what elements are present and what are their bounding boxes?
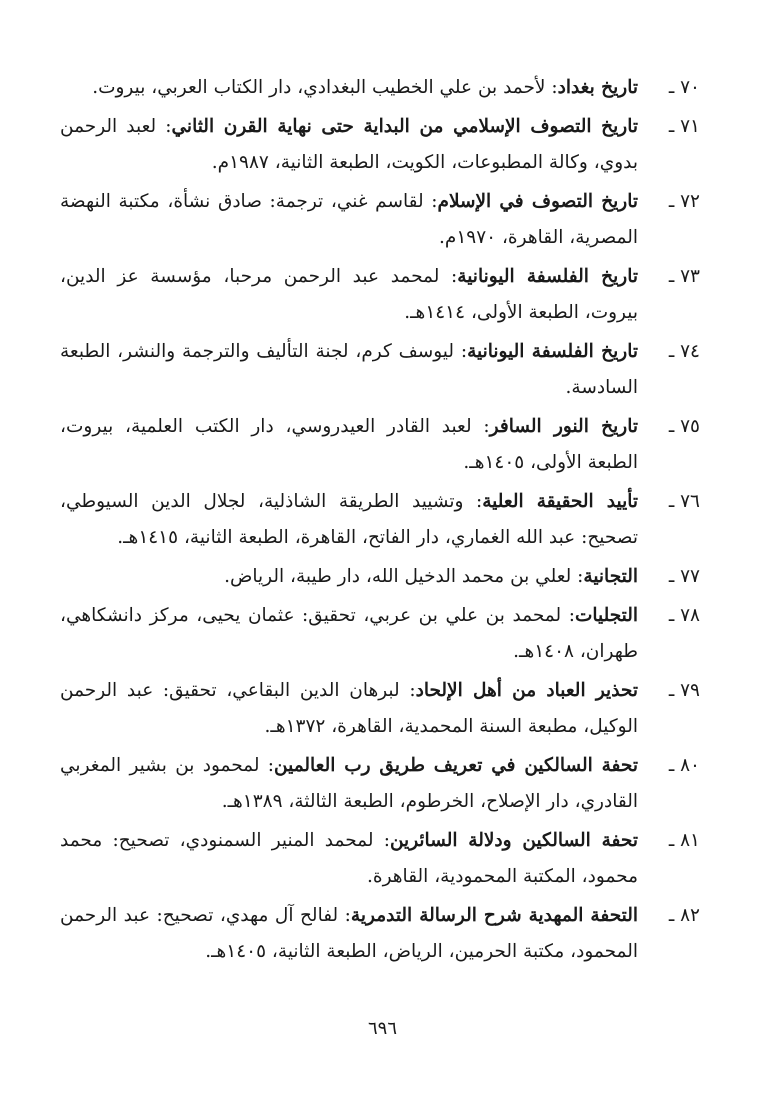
entry-title: التحفة المهدية شرح الرسالة التدمرية bbox=[350, 905, 639, 926]
entry-details: : لأحمد بن علي الخطيب البغدادي، دار الكتاب العربي، بيروت. bbox=[92, 77, 558, 98]
entry-details: : لعبد القادر العيدروسي، دار الكتب العلمية، بيروت، الطبعة الأولى، ١٤٠٥هـ. bbox=[60, 416, 638, 473]
entry-number: ٨٠ ـ bbox=[668, 755, 700, 776]
bibliography-entry-82 bbox=[60, 898, 700, 970]
bibliography-entry-76 bbox=[60, 484, 700, 556]
bibliography-entry-73 bbox=[60, 259, 700, 331]
bibliography-entry-81 bbox=[60, 823, 700, 895]
entry-details: : لمحمود بن بشير المغربي القادري، دار الإصلاح، الخرطوم، الطبعة الثالثة، ١٣٨٩هـ. bbox=[60, 755, 638, 812]
entry-details: : ليوسف كرم، لجنة التأليف والترجمة والنشر، الطبعة السادسة. bbox=[60, 341, 638, 398]
entry-details: : لمحمد المنير السمنودي، تصحيح: محمد محمود، المكتبة المحمودية، القاهرة. bbox=[60, 830, 638, 887]
entry-number: ٧٠ ـ bbox=[668, 77, 700, 98]
bibliography-entry-70 bbox=[60, 70, 700, 106]
entry-details: : لمحمد بن علي بن عربي، تحقيق: عثمان يحيى، مركز دانشكاهي، طهران، ١٤٠٨هـ. bbox=[60, 605, 638, 662]
entry-title: تاريخ الفلسفة اليونانية bbox=[467, 341, 638, 362]
entry-number: ٧٦ ـ bbox=[668, 491, 700, 512]
entry-number: ٨١ ـ bbox=[668, 830, 700, 851]
entry-title: تحفة السالكين ودلالة السائرين bbox=[389, 830, 638, 851]
entry-number: ٧٢ ـ bbox=[668, 191, 700, 212]
entry-number: ٧٨ ـ bbox=[668, 605, 700, 626]
bibliography-entry-71 bbox=[60, 109, 700, 181]
entry-title: تاريخ النور السافر bbox=[489, 416, 638, 437]
bibliography-entry-78 bbox=[60, 598, 700, 670]
entry-title: تاريخ الفلسفة اليونانية bbox=[457, 266, 638, 287]
entry-number: ٧٩ ـ bbox=[668, 680, 700, 701]
entry-title: تاريخ التصوف الإسلامي من البداية حتى نهاية القرن الثاني bbox=[171, 116, 638, 137]
entry-details: : لبرهان الدين البقاعي، تحقيق: عبد الرحمن الوكيل، مطبعة السنة المحمدية، القاهرة، ١٣٧٢هـ. bbox=[60, 680, 638, 737]
entry-title: تأييد الحقيقة العلية bbox=[482, 491, 639, 512]
bibliography-entry-74 bbox=[60, 334, 700, 406]
bibliography-entry-72 bbox=[60, 184, 700, 256]
bibliography-entry-79 bbox=[60, 673, 700, 745]
entry-title: تاريخ التصوف في الإسلام bbox=[437, 191, 639, 212]
entry-number: ٧٧ ـ bbox=[668, 566, 700, 587]
bibliography-entry-77 bbox=[60, 559, 700, 595]
entry-details: : لقاسم غني، ترجمة: صادق نشأة، مكتبة النهضة المصرية، القاهرة، ١٩٧٠م. bbox=[60, 191, 638, 248]
entry-number: ٧١ ـ bbox=[668, 116, 700, 137]
entry-details: : لمحمد عبد الرحمن مرحبا، مؤسسة عز الدين، بيروت، الطبعة الأولى، ١٤١٤هـ. bbox=[60, 266, 638, 323]
entry-title: تاريخ بغداد bbox=[557, 77, 638, 98]
entry-title: التجليات bbox=[574, 605, 638, 626]
page-number: ٦٩٦ bbox=[367, 1018, 397, 1039]
bibliography-entry-80 bbox=[60, 748, 700, 820]
entry-number: ٧٥ ـ bbox=[668, 416, 700, 437]
entry-details: : لعلي بن محمد الدخيل الله، دار طيبة، الرياض. bbox=[224, 566, 584, 587]
entry-title: التجانية bbox=[583, 566, 638, 587]
bibliography-entry-75 bbox=[60, 409, 700, 481]
entry-number: ٧٣ ـ bbox=[668, 266, 700, 287]
entry-title: تحذير العباد من أهل الإلحاد bbox=[415, 680, 639, 701]
entry-title: تحفة السالكين في تعريف طريق رب العالمين bbox=[274, 755, 638, 776]
entry-details: : وتشييد الطريقة الشاذلية، لجلال الدين السيوطي، تصحيح: عبد الله الغماري، دار الفاتح، القاهرة، الطبعة الثانية، ١٤١٥هـ. bbox=[60, 491, 638, 548]
entry-details: : لعبد الرحمن بدوي، وكالة المطبوعات، الكويت، الطبعة الثانية، ١٩٨٧م. bbox=[60, 116, 638, 173]
entry-details: : لفالح آل مهدي، تصحيح: عبد الرحمن المحمود، مكتبة الحرمين، الرياض، الطبعة الثانية، ١٤٠٥هـ. bbox=[60, 905, 638, 962]
entry-number: ٧٤ ـ bbox=[668, 341, 700, 362]
entry-number: ٨٢ ـ bbox=[668, 905, 700, 926]
bibliography-list bbox=[60, 70, 700, 973]
